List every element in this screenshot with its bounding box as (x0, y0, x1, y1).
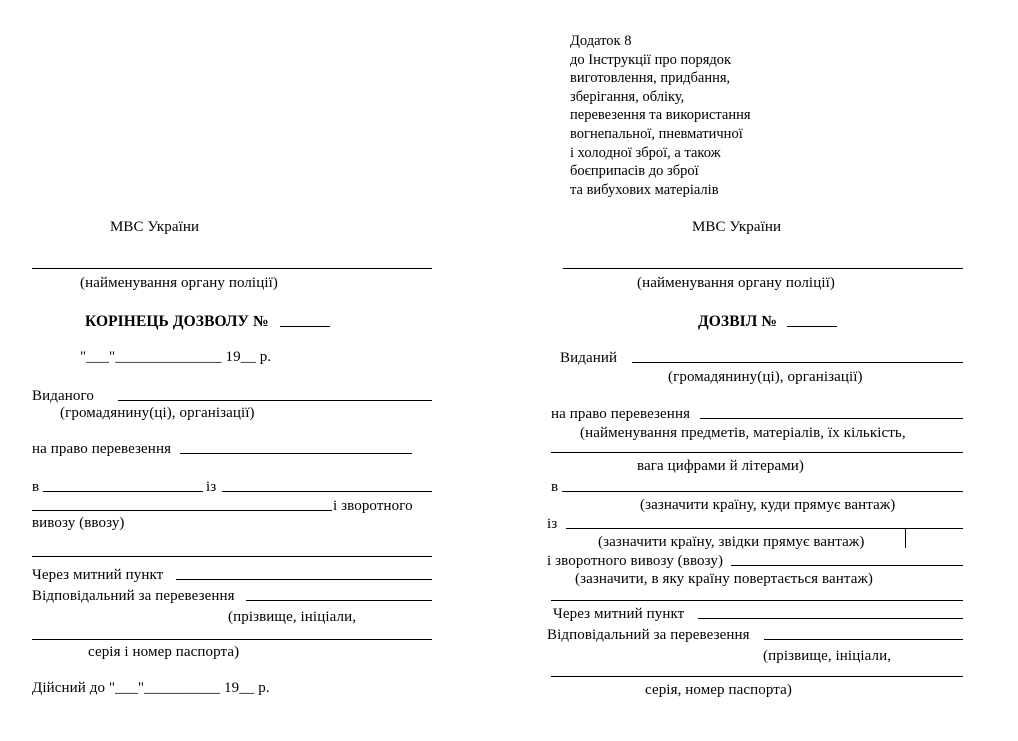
appendix-header-block (570, 32, 830, 199)
counterfoil-from-label: із (206, 479, 217, 495)
permit-in-label: в (551, 479, 559, 495)
appendix-header-line-5: перевезення та використання (570, 107, 751, 124)
permit-issued-caption: (громадянину(ці), організації) (668, 369, 863, 385)
permit-title: ДОЗВІЛ № (698, 313, 778, 330)
counterfoil-org-rule (32, 268, 432, 269)
permit-surname-caption: (прізвище, ініціали, (763, 648, 892, 664)
counterfoil-customs-rule (176, 579, 432, 580)
permit-passport-caption: серія, номер паспорта) (645, 682, 792, 698)
permit-ministry: МВС України (692, 219, 782, 235)
permit-org-rule (563, 268, 963, 269)
permit-passport-rule (551, 676, 963, 677)
permit-destination-caption: (зазначити країну, куди прямує вантаж) (640, 497, 896, 513)
counterfoil-passport-caption: серія і номер паспорта) (88, 644, 240, 660)
appendix-header-line-8: боєприпасів до зброї (570, 163, 699, 180)
counterfoil-from-rule (222, 491, 432, 492)
permit-transport-label: на право перевезення (551, 406, 691, 422)
counterfoil-in-rule (43, 491, 203, 492)
permit-transport-rule (700, 418, 963, 419)
counterfoil-issued-to-caption: (громадянину(ці), організації) (60, 405, 255, 421)
appendix-header-line-6: вогнепальної, пневматичної (570, 125, 743, 142)
permit-responsible-rule (764, 639, 963, 640)
permit-issued-label: Виданий (560, 350, 618, 366)
counterfoil-responsible-label: Відповідальний за перевезення (32, 588, 235, 604)
permit-from-label: із (547, 516, 558, 532)
permit-responsible-label: Відповідальний за перевезення (547, 627, 750, 643)
text-cursor-artifact (905, 529, 906, 548)
permit-customs-rule (698, 618, 963, 619)
counterfoil-ministry: МВС України (110, 219, 200, 235)
appendix-header-line-4: зберігання, обліку, (570, 88, 685, 105)
counterfoil-title: КОРІНЕЦЬ ДОЗВОЛУ № (85, 313, 269, 330)
counterfoil-org-caption: (найменування органу поліції) (80, 275, 278, 291)
counterfoil-customs-label: Через митний пункт (32, 567, 164, 583)
counterfoil-export-import-text: вивозу (ввозу) (32, 515, 125, 531)
counterfoil-surname-caption: (прізвище, ініціали, (228, 609, 357, 625)
appendix-header-line-1: Додаток 8 (570, 33, 632, 49)
permit-weight-caption: вага цифрами й літерами) (637, 458, 805, 474)
permit-customs-label: Через митний пункт (553, 606, 685, 622)
counterfoil-passport-rule (32, 639, 432, 640)
counterfoil-transport-rule (180, 453, 412, 454)
permit-in-rule (562, 491, 963, 492)
permit-issued-rule (632, 362, 963, 363)
counterfoil-transport-label: на право перевезення (32, 441, 172, 457)
permit-weight-rule (551, 452, 963, 453)
counterfoil-and-return-text: і зворотного (333, 498, 413, 514)
appendix-header-line-7: і холодної зброї, а також (570, 144, 721, 161)
counterfoil-issued-to-rule (118, 400, 432, 401)
counterfoil-in-label: в (32, 479, 40, 495)
permit-return-caption: (зазначити, в яку країну повертається вантаж) (575, 571, 874, 587)
permit-origin-caption: (зазначити країну, звідки прямує вантаж) (598, 534, 865, 550)
counterfoil-blank-rule (32, 556, 432, 557)
permit-items-caption: (найменування предметів, матеріалів, їх кількість, (580, 425, 906, 441)
permit-return-label: і зворотного вивозу (ввозу) (547, 553, 724, 569)
counterfoil-continuation-rule (32, 510, 332, 511)
counterfoil-title-blank-rule (280, 326, 330, 327)
counterfoil-responsible-rule (246, 600, 432, 601)
appendix-header-line-2: до Інструкції про порядок (570, 51, 732, 68)
permit-org-caption: (найменування органу поліції) (637, 275, 835, 291)
counterfoil-date-line: "___"______________ 19__ р. (80, 349, 272, 365)
appendix-header-line-3: виготовлення, придбання, (570, 70, 731, 87)
appendix-header-line-9: та вибухових матеріалів (570, 181, 719, 198)
counterfoil-valid-until: Дійсний до "___"__________ 19__ р. (32, 680, 270, 696)
permit-title-blank-rule (787, 326, 837, 327)
permit-from-rule (566, 528, 963, 529)
permit-blank-rule (551, 600, 963, 601)
counterfoil-issued-to-label: Виданого (32, 388, 94, 404)
permit-return-rule (731, 565, 963, 566)
